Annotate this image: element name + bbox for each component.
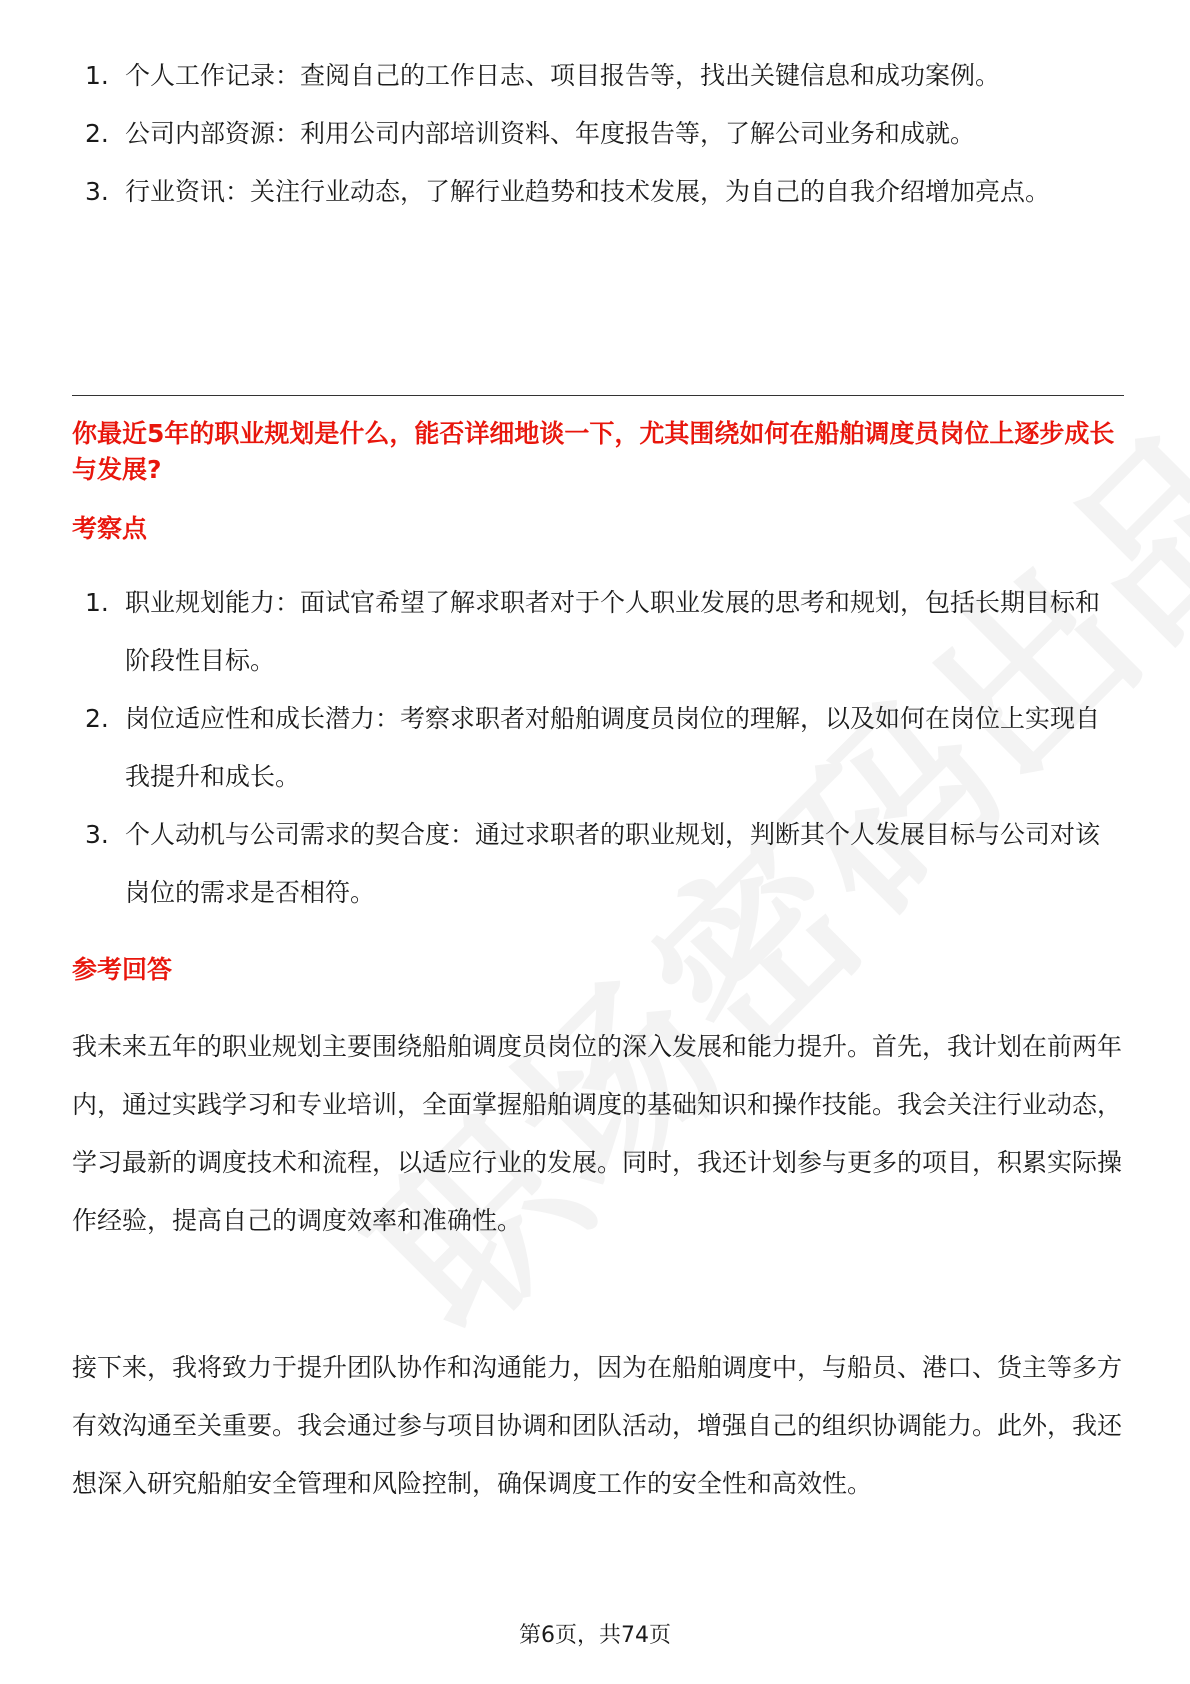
list-item (0, 47, 1110, 105)
list-text: 行业资讯：关注行业动态，了解行业趋势和技术发展，为自己的自我介绍增加亮点。 (125, 177, 1051, 206)
list-item (0, 163, 1110, 221)
list-text: 公司内部资源：利用公司内部培训资料、年度报告等，了解公司业务和成就。 (125, 119, 976, 148)
list-text: 个人动机与公司需求的契合度：通过求职者的职业规划，判断其个人发展目标与公司对该岗位的需求是否相符。 (125, 820, 1101, 907)
list-text: 职业规划能力：面试官希望了解求职者对于个人职业发展的思考和规划，包括长期目标和阶段性目标。 (125, 588, 1101, 675)
list-item (0, 574, 1110, 690)
list-item (0, 105, 1110, 163)
kaochadian-title: 考察点 (72, 514, 148, 543)
interview-question: 你最近5年的职业规划是什么，能否详细地谈一下，尤其围绕如何在船舶调度员岗位上逐步成长与发展? (72, 419, 1115, 484)
answer-title: 参考回答 (72, 955, 173, 984)
section-divider (72, 395, 1124, 396)
list-number: 3. (85, 177, 109, 206)
list-item (0, 690, 1110, 806)
list-number: 3. (85, 820, 109, 849)
list-item (0, 806, 1110, 922)
answer-paragraph: 接下来，我将致力于提升团队协作和沟通能力，因为在船舶调度中，与船员、港口、货主等多方有效沟通至关重要。我会通过参与项目协调和团队活动，增强自己的组织协调能力。此外，我还想深入研究船舶安全管理和风险控制，确保调度工作的安全性和高效性。 (72, 1353, 1123, 1498)
answer-paragraph: 我未来五年的职业规划主要围绕船舶调度员岗位的深入发展和能力提升。首先，我计划在前两年内，通过实践学习和专业培训，全面掌握船舶调度的基础知识和操作技能。我会关注行业动态，学习最新的调度技术和流程，以适应行业的发展。同时，我还计划参与更多的项目，积累实际操作经验，提高自己的调度效率和准确性。 (72, 1032, 1123, 1235)
list-number: 2. (85, 704, 109, 733)
page-footer: 第6页，共74页 (519, 1623, 671, 1648)
list-number: 1. (85, 588, 109, 617)
list-text: 个人工作记录：查阅自己的工作日志、项目报告等，找出关键信息和成功案例。 (125, 61, 1001, 90)
kaochadian-list (0, 574, 1190, 922)
list-text: 岗位适应性和成长潜力：考察求职者对船舶调度员岗位的理解，以及如何在岗位上实现自我提升和成长。 (125, 704, 1101, 791)
top-list (0, 47, 1190, 221)
list-number: 2. (85, 119, 109, 148)
list-number: 1. (85, 61, 109, 90)
